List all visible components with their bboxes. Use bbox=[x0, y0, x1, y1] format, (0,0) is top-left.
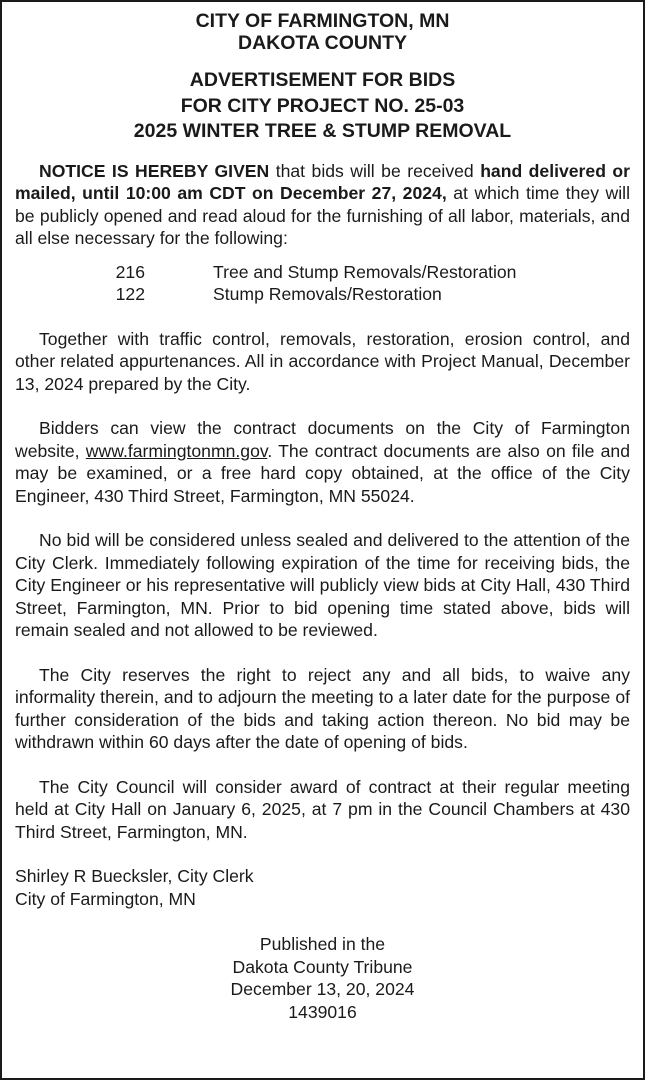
reservation-paragraph: The City reserves the right to reject any and all bids, to waive any informality therein, and to adjourn the meeting to a later date for the purpose of further consideration of the bids and taking action thereon. No bid may be withdrawn within 60 days after the date of opening of bids. bbox=[15, 664, 630, 752]
signer-org: City of Farmington, MN bbox=[15, 888, 196, 909]
bid-item bbox=[15, 261, 630, 284]
publication-newspaper: Dakota County Tribune bbox=[232, 956, 413, 977]
bidders-paragraph bbox=[15, 417, 630, 507]
publication-block bbox=[15, 933, 630, 1023]
council-paragraph: The City Council will consider award of contract at their regular meeting held at City Hall on January 6, 2025, at 7 pm in the Council Chambers at 430 Third Street, Farmington, MN. bbox=[15, 776, 630, 842]
bid-item bbox=[15, 283, 630, 306]
bid-item-description: Tree and Stump Removals/Restoration bbox=[213, 261, 517, 282]
sealed-bid-paragraph: No bid will be considered unless sealed and delivered to the attention of the City Clerk. Immediately following expiration of the time for receiving bids, the City Engineer or his representative will publicly view bids at City Hall, 430 Third Street, Farmington, MN. Prior to bid opening time stated above, bids will remain sealed and not allowed to be reviewed. bbox=[15, 530, 630, 640]
city-name: CITY OF FARMINGTON, MN bbox=[195, 10, 450, 32]
notice-paragraph bbox=[15, 160, 630, 250]
bid-item-description: Stump Removals/Restoration bbox=[213, 284, 442, 304]
notice-text-b: at which time they will be publicly opened and read aloud for the furnishing of all labor, materials, and all else necessary for the following: bbox=[15, 183, 630, 248]
notice-text-a: that bids will be received bbox=[269, 160, 481, 181]
signature-block bbox=[15, 865, 630, 910]
city-website-link[interactable]: www.farmingtonmn.gov bbox=[85, 440, 268, 461]
notice-header bbox=[15, 10, 630, 54]
bidders-text-a: Bidders can view the contract documents on the City of Farmington website, bbox=[15, 418, 630, 461]
publication-dates: December 13, 20, 2024 bbox=[230, 979, 415, 999]
county-name: DAKOTA COUNTY bbox=[238, 32, 407, 54]
notice-deadline: hand delivered or mailed, until 10:00 am CDT on December 27, 2024, bbox=[15, 160, 630, 203]
title-line-1: ADVERTISEMENT FOR BIDS bbox=[189, 69, 456, 91]
bid-items-list bbox=[15, 261, 630, 306]
bid-item-quantity: 122 bbox=[115, 284, 145, 304]
notice-title bbox=[15, 68, 630, 145]
bid-item-quantity: 216 bbox=[115, 261, 145, 282]
publication-id: 1439016 bbox=[288, 1001, 357, 1022]
title-line-3: 2025 WINTER TREE & STUMP REMOVAL bbox=[133, 120, 512, 142]
notice-lead: NOTICE IS HEREBY GIVEN bbox=[39, 160, 270, 181]
publication-line-1: Published in the bbox=[259, 934, 386, 954]
signer-name: Shirley R Buecksler, City Clerk bbox=[15, 866, 254, 886]
title-line-2: FOR CITY PROJECT NO. 25-03 bbox=[180, 94, 465, 117]
bidders-text-b: . The contract documents are also on file and may be examined, or a free hard copy obtained, at the office of the City Engineer, 430 Third Street, Farmington, MN 55024. bbox=[15, 440, 630, 506]
together-paragraph: Together with traffic control, removals, restoration, erosion control, and other related appurtenances. All in accordance with Project Manual, December 13, 2024 prepared by the City. bbox=[15, 328, 630, 394]
